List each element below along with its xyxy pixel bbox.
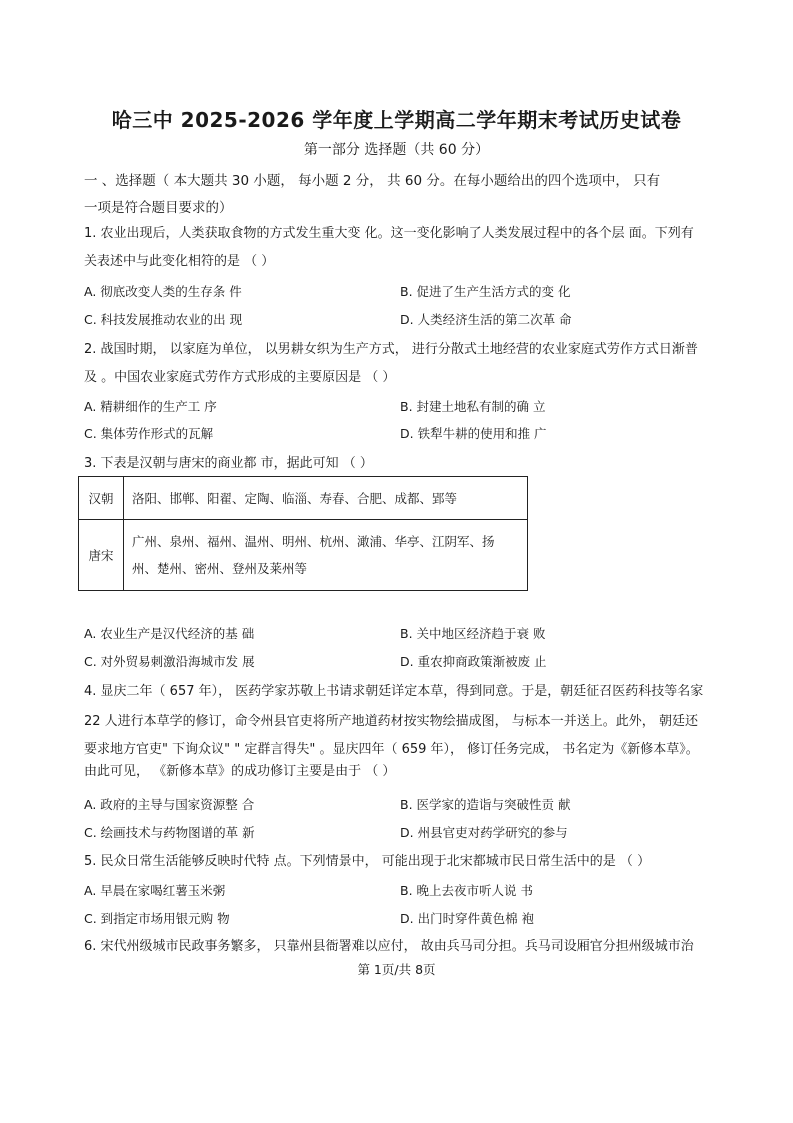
city-comparison-table xyxy=(78,476,528,591)
question-4-option-d: D. 州县官吏对药学研究的参与 xyxy=(400,825,568,840)
question-3-option-b: B. 关中地区经济趋于衰 败 xyxy=(400,626,546,641)
question-2-option-a: A. 精耕细作的生产工 序 xyxy=(84,399,217,414)
question-5-stem: 5. 民众日常生活能够反映时代特 点。下列情景中， 可能出现于北宋都城市民日常生活中的是 （ ） xyxy=(84,854,651,869)
table-cell-line-1: 广州、泉州、福州、温州、明州、杭州、澉浦、华亭、江阴军、扬 xyxy=(132,534,495,549)
page-number: 第 1页/共 8页 xyxy=(357,962,436,977)
exam-title: 哈三中 2025-2026 学年度上学期高二学年期末考试历史试卷 xyxy=(111,108,682,132)
question-4-option-c: C. 绘画技术与药物图谱的革 新 xyxy=(84,825,255,840)
table-row xyxy=(79,520,528,591)
question-3-option-a: A. 农业生产是汉代经济的基 础 xyxy=(84,626,255,641)
question-1-option-c: C. 科技发展推动农业的出 现 xyxy=(84,312,243,327)
question-4-stem-line-1: 4. 显庆二年（ 657 年）， 医药学家苏敬上书请求朝廷详定本草，得到同意。于是，朝廷征召医药科技等名家 xyxy=(84,684,704,699)
question-4-stem-line-4: 由此可见， 《新修本草》的成功修订主要是由于 （ ） xyxy=(84,764,396,779)
question-5-option-d: D. 出门时穿件黄色棉 袍 xyxy=(400,911,535,926)
question-4-option-a: A. 政府的主导与国家资源整 合 xyxy=(84,797,255,812)
question-2-option-b: B. 封建土地私有制的确 立 xyxy=(400,399,546,414)
question-2-stem-line-2: 及 。中国农业家庭式劳作方式形成的主要原因是 （ ） xyxy=(84,370,396,385)
question-3-option-d: D. 重农抑商政策渐被废 止 xyxy=(400,654,547,669)
table-row-head-han: 汉朝 xyxy=(79,477,124,520)
question-1-option-a: A. 彻底改变人类的生存条 件 xyxy=(84,284,242,299)
section-instructions-line-2: 一项是符合题目要求的） xyxy=(84,200,233,216)
question-1-option-b: B. 促进了生产生活方式的变 化 xyxy=(400,284,571,299)
question-5-option-a: A. 早晨在家喝红薯玉米粥 xyxy=(84,883,226,898)
table-row-body-tang-song xyxy=(124,520,528,591)
question-5-option-b: B. 晚上去夜市听人说 书 xyxy=(400,883,533,898)
part-subtitle: 第一部分 选择题（共 60 分） xyxy=(303,142,490,158)
question-4-option-b: B. 医学家的造诣与突破性贡 献 xyxy=(400,797,571,812)
question-1-stem-line-1: 1. 农业出现后，人类获取食物的方式发生重大变 化。这一变化影响了人类发展过程中的各个层 面。下列有 xyxy=(84,226,694,241)
question-4-stem-line-3: 要求地方官吏" 下询众议" " 定群言得失" 。显庆四年（ 659 年）， 修订任务完成， 书名定为《新修本草》。 xyxy=(84,742,699,757)
question-1-stem-line-2: 关表述中与此变化相符的是 （ ） xyxy=(84,254,275,269)
table-row-head-tang-song: 唐宋 xyxy=(79,520,124,591)
question-2-option-c: C. 集体劳作形式的瓦解 xyxy=(84,426,214,441)
question-2-stem-line-1: 2. 战国时期， 以家庭为单位， 以男耕女织为生产方式， 进行分散式土地经营的农业家庭式劳作方式日渐普 xyxy=(84,342,698,357)
table-cell-line-2: 州、楚州、密州、登州及莱州等 xyxy=(132,561,308,576)
question-2-option-d: D. 铁犁牛耕的使用和推 广 xyxy=(400,426,547,441)
section-instructions-line-1: 一 、选择题（ 本大题共 30 小题， 每小题 2 分， 共 60 分。在每小题给出的四个选项中， 只有 xyxy=(84,173,661,189)
question-5-option-c: C. 到指定市场用银元购 物 xyxy=(84,911,230,926)
question-1-option-d: D. 人类经济生活的第二次革 命 xyxy=(400,312,572,327)
question-4-stem-line-2: 22 人进行本草学的修订，命令州县官吏将所产地道药材按实物绘描成图， 与标本一并送上。此外， 朝廷还 xyxy=(84,714,698,729)
question-3-option-c: C. 对外贸易刺激沿海城市发 展 xyxy=(84,654,255,669)
question-3-stem: 3. 下表是汉朝与唐宋的商业都 市，据此可知 （ ） xyxy=(84,456,373,471)
table-row-body-han: 洛阳、邯郸、阳翟、定陶、临淄、寿春、合肥、成都、郢等 xyxy=(124,477,528,520)
table-row xyxy=(79,477,528,520)
question-6-stem-line-1: 6. 宋代州级城市民政事务繁多， 只靠州县衙署难以应付， 故由兵马司分担。兵马司设厢官分担州级城市治 xyxy=(84,939,694,954)
